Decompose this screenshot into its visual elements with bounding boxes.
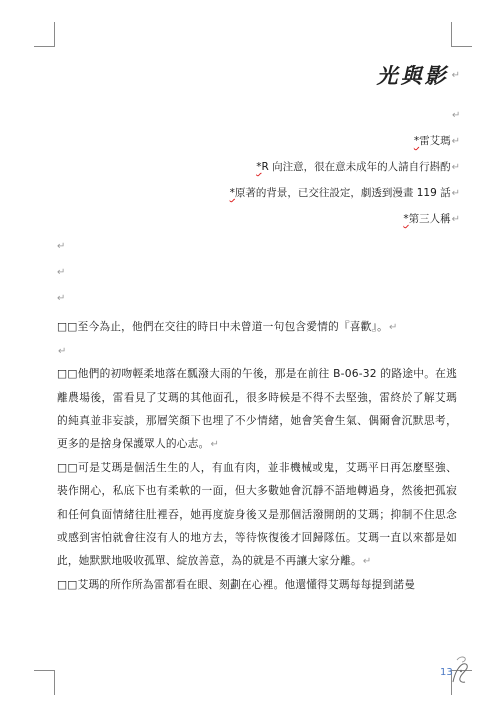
note-line [256, 160, 460, 175]
note-line [414, 134, 460, 149]
paragraph-mark-icon: ↵ [210, 439, 220, 450]
note-star: * [229, 187, 235, 199]
crop-mark-top-left [34, 22, 55, 47]
body-text [57, 315, 457, 596]
note-text: 第三人稱 [408, 213, 451, 225]
paragraph-mark-icon: ↵ [451, 162, 460, 173]
paragraph-text: □□可是艾瑪是個活生生的人，有血有肉，並非機械或鬼，艾瑪平日再怎麼堅強、裝作開心，私底下也有柔軟的一面，但大多數她會沉靜不語地轉過身，然後把孤寂和任何負面情緒往肚裡吞，她再度旋身後又是那個活潑開朗的艾瑪；抑制不住思念或感到害怕就會往沒有人的地方去，等待恢復後才回歸隊伍。艾瑪一直以來都是如此，她默默地吸收孤單、綻放善意，為的就是不再讓大家分離。 [57, 461, 457, 568]
note-text: 原著的背景，已交往設定，劇透到漫畫 119 話 [234, 187, 451, 199]
crop-mark-bottom-left [34, 670, 55, 695]
paragraph-mark-icon: ↵ [451, 69, 460, 81]
body-paragraph [57, 362, 457, 456]
paragraph-mark-icon: ↵ [451, 214, 460, 225]
paragraph-mark-icon: ↵ [57, 293, 66, 304]
note-text: 雷艾瑪 [419, 135, 451, 147]
note-text: R 向注意，很在意未成年的人請自行斟酌 [261, 161, 451, 173]
paragraph-mark-icon: ↵ [58, 346, 67, 358]
paragraph-mark-icon: ↵ [57, 241, 66, 252]
note-star: * [413, 135, 420, 147]
body-paragraph [57, 456, 457, 573]
paragraph-mark-icon: ↵ [57, 267, 66, 278]
paragraph-mark-icon: ↵ [451, 136, 460, 147]
paragraph-text: □□他們的初吻輕柔地落在瓢潑大雨的午後，那是在前往 B-06-32 的路途中。在逃離農場後，雷看見了艾瑪的其他面孔，很多時候是不得不去堅強，雷終於了解艾瑪的純真並非妄談，那層笑顏下也埋了不少情緒，她會笑會生氣、偶爾會沉默思考，更多的是捨身保護眾人的心志。 [57, 367, 457, 450]
paragraph-text: □□艾瑪的所作所為雷都看在眼、刻劃在心裡。他還懂得艾瑪每每提到諾曼 [57, 578, 416, 592]
body-paragraph [57, 573, 457, 596]
paragraph-mark-icon: ↵ [389, 322, 398, 333]
paragraph-text: □□至今為止，他們在交往的時日中未曾道一句包含愛情的『喜歡』。 [57, 320, 388, 333]
title-row [377, 60, 460, 90]
paragraph-mark-icon: ↵ [451, 188, 460, 199]
note-line [403, 212, 460, 227]
blank-paragraph [57, 339, 457, 362]
note-star: * [403, 213, 409, 225]
document-title: 光與影 [376, 63, 449, 88]
note-line [230, 186, 460, 201]
paragraph-mark-icon: ↵ [452, 110, 461, 121]
page-number: 13 [440, 667, 453, 678]
body-paragraph [57, 315, 457, 339]
note-star: * [256, 161, 262, 173]
crop-mark-top-right [451, 22, 472, 47]
paragraph-mark-icon: ↵ [362, 556, 372, 568]
